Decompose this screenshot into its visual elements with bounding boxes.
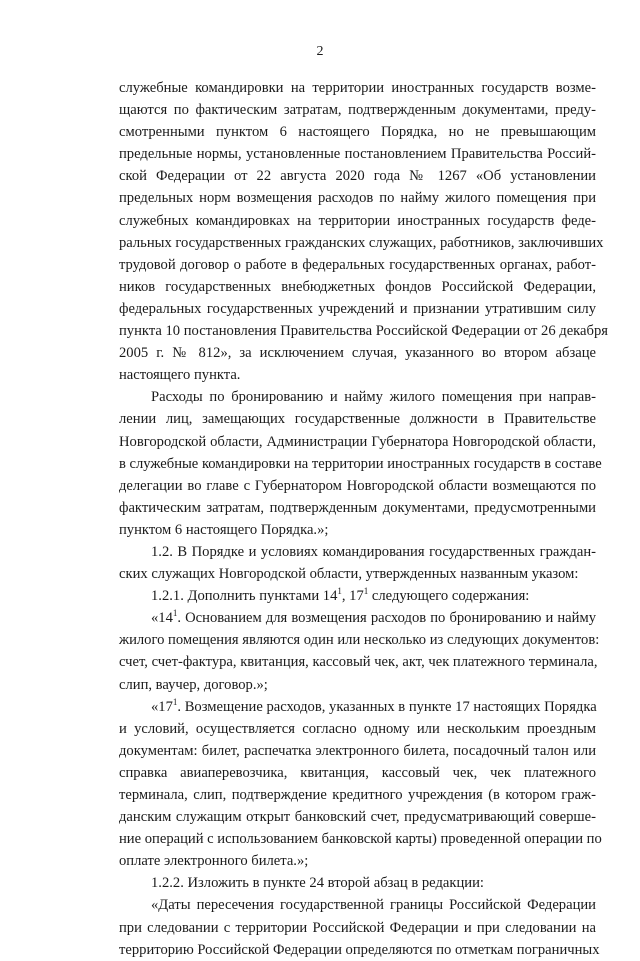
- text-line: и условий, осуществляется согласно одному или нескольким проездным: [119, 720, 596, 737]
- text-line: предельные нормы, установленные постановлением Правительства Россий-: [119, 146, 596, 163]
- text-line: щаются по фактическим затратам, подтвержденным документами, преду-: [119, 102, 596, 119]
- text-line: оплате электронного билета.»;: [119, 853, 309, 870]
- text-line: жилого помещения являются один или несколько из следующих документов:: [119, 632, 600, 649]
- text-line: «$14^1$. Основанием для возмещения расходов по бронированию и найму: [151, 608, 596, 627]
- text-line: ние операций с использованием банковской карты) проведенной операции по: [119, 831, 602, 848]
- text-line: смотренными пунктом 6 настоящего Порядка, но не превышающим: [119, 124, 596, 141]
- text-line: в служебные командировки на территории иностранных государств в составе: [119, 455, 602, 472]
- text-line: ников государственных внебюджетных фондов Российской Федерации,: [119, 278, 596, 295]
- text-line: ской Федерации от 22 августа 2020 года № 1267 «Об установлении: [119, 168, 596, 185]
- text-line: 2005 г. № 812», за исключением случая, указанного во втором абзаце: [119, 345, 596, 362]
- text-line: делегации во главе с Губернатором Новгородской области возмещаются по: [119, 477, 596, 494]
- text-line: 1.2.2. Изложить в пункте 24 второй абзац в редакции:: [151, 875, 484, 892]
- text-line: справка авиаперевозчика, квитанция, кассовый чек, чек платежного: [119, 764, 596, 781]
- text-line: служебных командировках на территории иностранных государств феде-: [119, 212, 596, 229]
- text-line: 1.2. В Порядке и условиях командирования государственных граждан-: [151, 543, 596, 560]
- text-line: Новгородской области, Администрации Губернатора Новгородской области,: [119, 433, 596, 450]
- text-line: документам: билет, распечатка электронного билета, посадочный талон или: [119, 742, 596, 759]
- text-line: федеральных государственных учреждений и признании утратившим силу: [119, 300, 596, 317]
- text-line: данским служащим открыт банковский счет, предусматривающий соверше-: [119, 809, 596, 826]
- text-line: «$17^1$. Возмещение расходов, указанных в пункте 17 настоящих Порядка: [151, 696, 597, 715]
- text-line: фактическим затратам, подтвержденным документами, предусмотренными: [119, 499, 596, 516]
- text-line: «Даты пересечения государственной границы Российской Федерации: [151, 897, 596, 914]
- text-line: лении лиц, замещающих государственные должности в Правительстве: [119, 411, 596, 428]
- document-body: [119, 77, 608, 961]
- text-line: территорию Российской Федерации определяются по отметкам пограничных: [119, 941, 600, 958]
- text-line: Расходы по бронированию и найму жилого помещения при направ-: [151, 389, 596, 406]
- text-line: пунктом 6 настоящего Порядка.»;: [119, 521, 329, 538]
- text-line: 1.2.1. Дополнить пунктами $14^1$, $17^1$ следующего содержания:: [151, 586, 530, 605]
- text-line: трудовой договор о работе в федеральных государственных органах, работ-: [119, 256, 596, 273]
- text-line: служебные командировки на территории иностранных государств возме-: [119, 80, 596, 96]
- text-line: настоящего пункта.: [119, 367, 241, 384]
- text-line: пункта 10 постановления Правительства Российской Федерации от 26 декабря: [119, 323, 608, 340]
- text-line: ских служащих Новгородской области, утвержденных названным указом:: [119, 566, 579, 583]
- page-number: 2: [316, 44, 324, 59]
- text-line: предельных норм возмещения расходов по найму жилого помещения при: [119, 190, 596, 207]
- text-line: ральных государственных гражданских служащих, работников, заключивших: [119, 234, 604, 251]
- text-line: терминала, слип, подтверждение кредитного учреждения (в котором граж-: [119, 787, 596, 803]
- text-line: при следовании с территории Российской Федерации и при следовании на: [119, 919, 596, 936]
- text-line: счет, счет-фактура, квитанция, кассовый чек, акт, чек платежного терминала,: [119, 654, 598, 671]
- text-line: слип, ваучер, договор.»;: [119, 676, 268, 693]
